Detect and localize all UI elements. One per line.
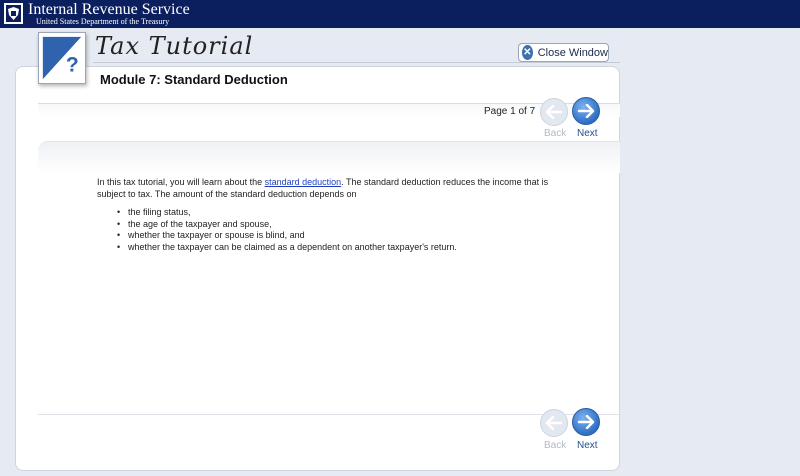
agency-name[interactable]: Internal Revenue Service xyxy=(28,1,190,18)
list-item: • whether the taxpayer or spouse is blind, and xyxy=(117,230,457,242)
standard-deduction-link[interactable]: standard deduction xyxy=(264,177,342,187)
back-button-bottom[interactable] xyxy=(540,409,568,437)
tutorial-logo xyxy=(38,32,86,84)
svg-text:?: ? xyxy=(65,53,79,77)
back-arrow-icon xyxy=(545,416,563,430)
list-item: • the age of the taxpayer and spouse, xyxy=(117,219,457,231)
irs-eagle-logo-icon xyxy=(4,3,23,24)
content-header-shade xyxy=(38,141,620,173)
intro-text-end: . The standard deduction reduces the income that is subject to tax. The amount of the standard deduction depends on xyxy=(97,177,549,199)
back-label-bottom[interactable]: Back xyxy=(544,440,567,451)
question-mark-icon xyxy=(39,33,85,83)
next-label-top[interactable]: Next xyxy=(577,128,598,139)
next-arrow-icon xyxy=(577,104,595,118)
next-button-bottom[interactable] xyxy=(572,408,600,436)
irs-header xyxy=(0,0,800,28)
close-window-label: Close Window xyxy=(537,46,608,59)
close-window-button[interactable] xyxy=(518,43,609,62)
next-button-top[interactable] xyxy=(572,97,600,125)
list-item: • the filing status, xyxy=(117,207,457,219)
intro-paragraph xyxy=(97,176,557,200)
list-item: • whether the taxpayer can be claimed as a dependent on another taxpayer's return. xyxy=(117,242,457,254)
back-label-top[interactable]: Back xyxy=(544,128,567,139)
page-indicator: Page 1 of 7 xyxy=(484,106,536,117)
module-title: Module 7: Standard Deduction xyxy=(100,72,288,87)
department-name: United States Department of the Treasury xyxy=(36,17,170,26)
tutorial-title: Tax Tutorial xyxy=(95,32,254,60)
next-label-bottom[interactable]: Next xyxy=(577,440,598,451)
bottom-divider xyxy=(38,414,620,415)
next-arrow-icon xyxy=(577,415,595,429)
deduction-factors-list xyxy=(117,207,457,253)
title-divider xyxy=(93,62,620,63)
tutorial-panel xyxy=(15,66,620,471)
intro-text-start: In this tax tutorial, you will learn about the xyxy=(97,177,265,187)
close-icon: ✕ xyxy=(523,47,532,58)
back-arrow-icon xyxy=(545,105,563,119)
back-button-top[interactable] xyxy=(540,98,568,126)
